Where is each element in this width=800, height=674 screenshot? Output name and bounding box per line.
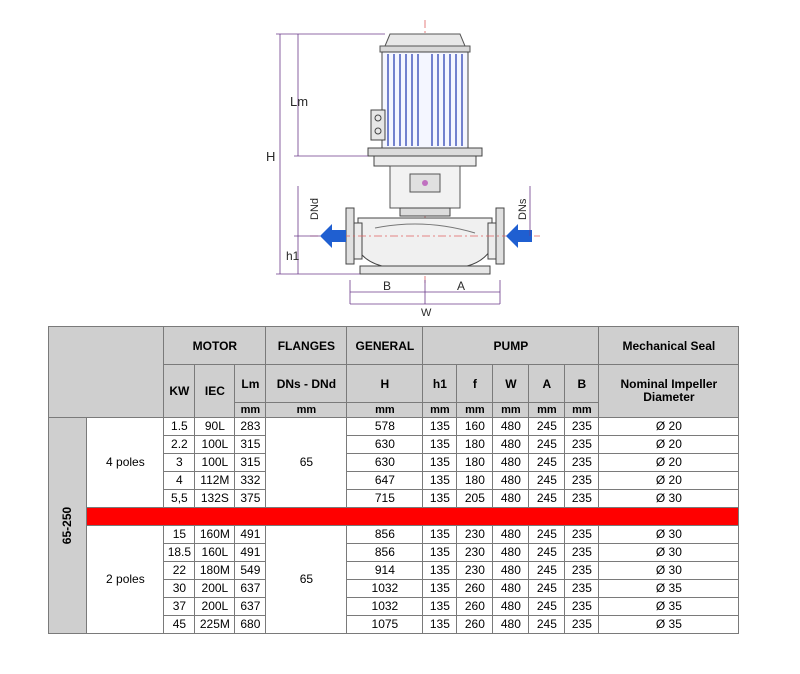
cell-lm: 315 — [235, 454, 266, 472]
unit-b: mm — [565, 403, 599, 418]
cell-h: 647 — [347, 472, 423, 490]
cell-iec: 180M — [195, 562, 235, 580]
cell-lm: 680 — [235, 616, 266, 634]
cell-lm: 637 — [235, 580, 266, 598]
cell-h1: 135 — [423, 526, 457, 544]
cell-kw: 37 — [164, 598, 195, 616]
cell-w: 480 — [493, 526, 529, 544]
cell-diameter: Ø 35 — [599, 598, 739, 616]
cell-diameter: Ø 20 — [599, 418, 739, 436]
cell-diameter: Ø 30 — [599, 562, 739, 580]
a-label: A — [457, 279, 466, 293]
cell-h: 578 — [347, 418, 423, 436]
col-f: f — [457, 365, 493, 403]
unit-lm: mm — [235, 403, 266, 418]
cell-b: 235 — [565, 526, 599, 544]
group-pump: PUMP — [423, 327, 599, 365]
model-cell — [49, 418, 87, 634]
cell-f: 180 — [457, 436, 493, 454]
cell-a: 245 — [529, 598, 565, 616]
cell-lm: 283 — [235, 418, 266, 436]
cell-h: 630 — [347, 436, 423, 454]
cell-iec: 132S — [195, 490, 235, 508]
cell-b: 235 — [565, 544, 599, 562]
cell-lm: 375 — [235, 490, 266, 508]
cell-h: 630 — [347, 454, 423, 472]
cell-a: 245 — [529, 526, 565, 544]
cell-h1: 135 — [423, 418, 457, 436]
cell-f: 260 — [457, 616, 493, 634]
lm-label: Lm — [290, 94, 309, 109]
unit-f: mm — [457, 403, 493, 418]
dns-label: DNs — [517, 198, 529, 220]
cell-iec: 225M — [195, 616, 235, 634]
cell-w: 480 — [493, 436, 529, 454]
b-label: B — [383, 279, 392, 293]
cell-b: 235 — [565, 454, 599, 472]
poles-4-flange: 65 — [266, 418, 347, 508]
cell-kw: 5,5 — [164, 490, 195, 508]
cell-iec: 160L — [195, 544, 235, 562]
cell-w: 480 — [493, 454, 529, 472]
cell-kw: 3 — [164, 454, 195, 472]
cell-kw: 18.5 — [164, 544, 195, 562]
h1-label: h1 — [286, 249, 300, 263]
cell-b: 235 — [565, 580, 599, 598]
cell-f: 230 — [457, 544, 493, 562]
cell-w: 480 — [493, 544, 529, 562]
group-motor: MOTOR — [164, 327, 266, 365]
cell-w: 480 — [493, 616, 529, 634]
cell-h1: 135 — [423, 616, 457, 634]
cell-b: 235 — [565, 562, 599, 580]
poles-2-label: 2 poles — [87, 526, 164, 634]
cell-diameter: Ø 20 — [599, 454, 739, 472]
cell-f: 230 — [457, 562, 493, 580]
cell-h: 1075 — [347, 616, 423, 634]
red-separator-bar — [87, 508, 739, 526]
cell-a: 245 — [529, 472, 565, 490]
cell-iec: 100L — [195, 454, 235, 472]
group-general: GENERAL — [347, 327, 423, 365]
cell-kw: 45 — [164, 616, 195, 634]
cell-b: 235 — [565, 418, 599, 436]
unit-w: mm — [493, 403, 529, 418]
pump-technical-drawing — [250, 18, 550, 318]
cell-a: 245 — [529, 490, 565, 508]
cell-diameter: Ø 35 — [599, 616, 739, 634]
cell-f: 160 — [457, 418, 493, 436]
cell-f: 260 — [457, 580, 493, 598]
cell-h: 1032 — [347, 598, 423, 616]
cell-b: 235 — [565, 616, 599, 634]
cell-h: 1032 — [347, 580, 423, 598]
dimensions-table — [48, 326, 739, 634]
cell-lm: 491 — [235, 526, 266, 544]
inlet-arrow-icon — [506, 224, 532, 248]
outlet-arrow-icon — [320, 224, 346, 248]
cell-h: 856 — [347, 526, 423, 544]
cell-h1: 135 — [423, 472, 457, 490]
cell-h1: 135 — [423, 562, 457, 580]
group-flanges: FLANGES — [266, 327, 347, 365]
cell-b: 235 — [565, 598, 599, 616]
cell-iec: 112M — [195, 472, 235, 490]
cell-lm: 491 — [235, 544, 266, 562]
cell-diameter: Ø 30 — [599, 526, 739, 544]
cell-f: 260 — [457, 598, 493, 616]
cell-h1: 135 — [423, 598, 457, 616]
cell-h: 914 — [347, 562, 423, 580]
table-row — [49, 526, 739, 544]
cell-lm: 332 — [235, 472, 266, 490]
cell-lm: 315 — [235, 436, 266, 454]
cell-a: 245 — [529, 436, 565, 454]
unit-a: mm — [529, 403, 565, 418]
cell-w: 480 — [493, 418, 529, 436]
cell-h: 715 — [347, 490, 423, 508]
dnd-label: DNd — [309, 197, 321, 220]
cell-diameter: Ø 20 — [599, 472, 739, 490]
col-lm: Lm — [235, 365, 266, 403]
poles-4-label: 4 poles — [87, 418, 164, 508]
model-label: 65-250 — [60, 506, 75, 545]
cell-kw: 2.2 — [164, 436, 195, 454]
cell-a: 245 — [529, 418, 565, 436]
cell-h1: 135 — [423, 454, 457, 472]
col-impeller: Nominal Impeller Diameter — [599, 365, 739, 418]
cell-iec: 160M — [195, 526, 235, 544]
cell-iec: 200L — [195, 598, 235, 616]
cell-w: 480 — [493, 490, 529, 508]
cell-f: 180 — [457, 472, 493, 490]
cell-w: 480 — [493, 472, 529, 490]
cell-a: 245 — [529, 562, 565, 580]
cell-f: 180 — [457, 454, 493, 472]
separator-row — [49, 508, 739, 526]
cell-kw: 22 — [164, 562, 195, 580]
cell-b: 235 — [565, 472, 599, 490]
corner-cell — [49, 327, 164, 418]
cell-h1: 135 — [423, 544, 457, 562]
cell-w: 480 — [493, 598, 529, 616]
col-h1: h1 — [423, 365, 457, 403]
col-h: H — [347, 365, 423, 403]
cell-f: 205 — [457, 490, 493, 508]
unit-h1: mm — [423, 403, 457, 418]
cell-h1: 135 — [423, 580, 457, 598]
cell-h: 856 — [347, 544, 423, 562]
col-a: A — [529, 365, 565, 403]
cell-a: 245 — [529, 544, 565, 562]
cell-iec: 90L — [195, 418, 235, 436]
cell-diameter: Ø 20 — [599, 436, 739, 454]
table-row — [49, 418, 739, 436]
cell-a: 245 — [529, 616, 565, 634]
cell-diameter: Ø 30 — [599, 544, 739, 562]
col-b: B — [565, 365, 599, 403]
col-dns-dnd: DNs - DNd — [266, 365, 347, 403]
cell-h1: 135 — [423, 436, 457, 454]
cell-lm: 637 — [235, 598, 266, 616]
w-label: W — [421, 307, 432, 318]
cell-lm: 549 — [235, 562, 266, 580]
cell-kw: 4 — [164, 472, 195, 490]
cell-kw: 1.5 — [164, 418, 195, 436]
cell-kw: 30 — [164, 580, 195, 598]
group-seal: Mechanical Seal — [599, 327, 739, 365]
col-w: W — [493, 365, 529, 403]
cell-a: 245 — [529, 580, 565, 598]
cell-iec: 100L — [195, 436, 235, 454]
unit-flanges: mm — [266, 403, 347, 418]
cell-kw: 15 — [164, 526, 195, 544]
unit-general: mm — [347, 403, 423, 418]
cell-iec: 200L — [195, 580, 235, 598]
cell-h1: 135 — [423, 490, 457, 508]
col-iec: IEC — [195, 365, 235, 418]
cell-b: 235 — [565, 436, 599, 454]
poles-2-flange: 65 — [266, 526, 347, 634]
cell-w: 480 — [493, 580, 529, 598]
cell-w: 480 — [493, 562, 529, 580]
cell-diameter: Ø 35 — [599, 580, 739, 598]
cell-diameter: Ø 30 — [599, 490, 739, 508]
cell-b: 235 — [565, 490, 599, 508]
cell-a: 245 — [529, 454, 565, 472]
cell-f: 230 — [457, 526, 493, 544]
col-kw: KW — [164, 365, 195, 418]
h-label: H — [266, 149, 276, 164]
